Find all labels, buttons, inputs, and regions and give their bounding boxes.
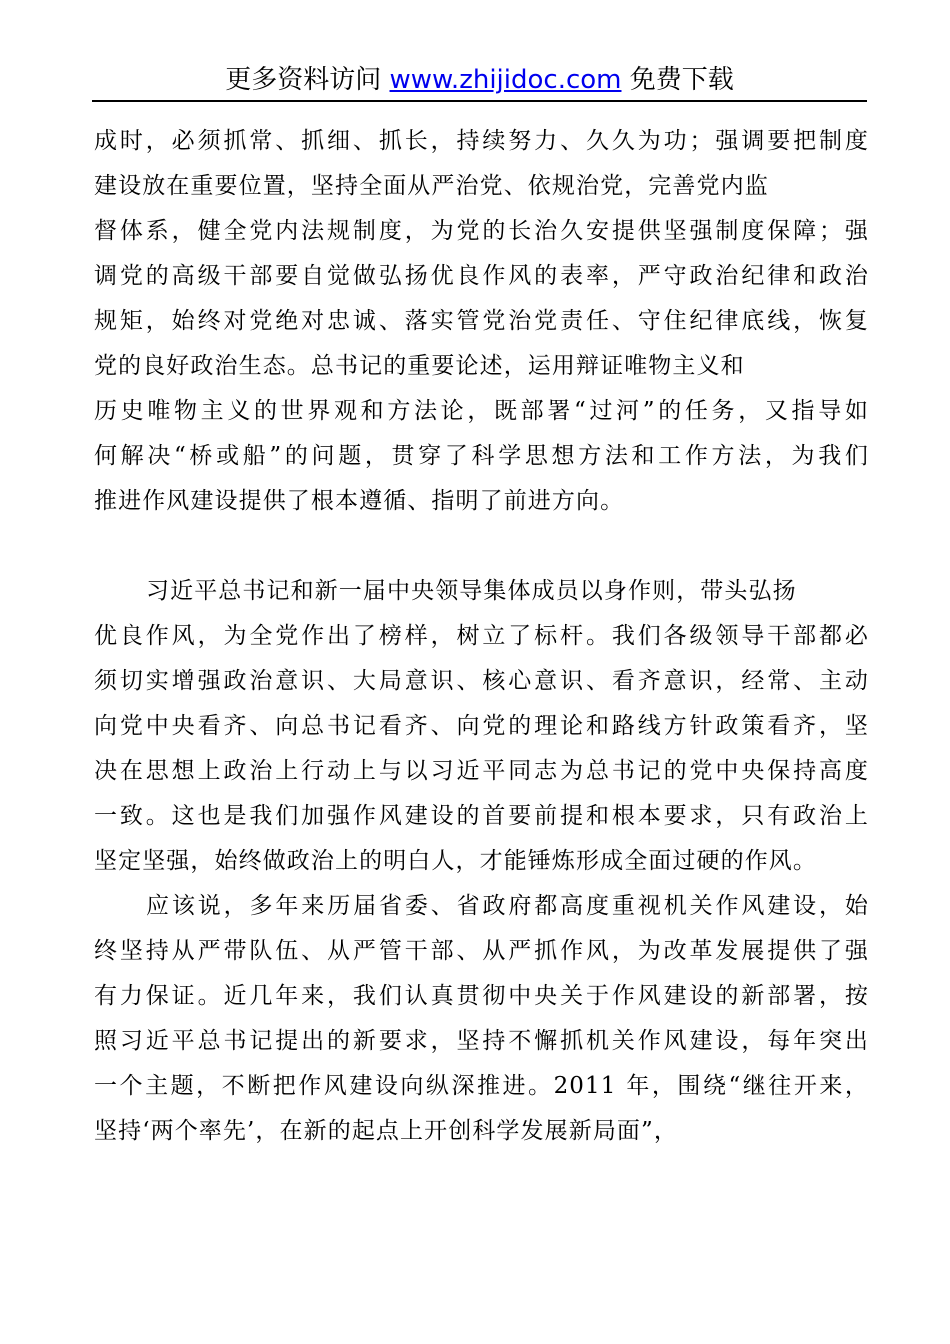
body-line: 终坚持从严带队伍、从严管干部、从严抓作风，为改革发展提供了强 [94, 938, 869, 964]
body-line: 坚持‘两个率先’，在新的起点上开创科学发展新局面”， [94, 1118, 678, 1144]
body-line: 有力保证。近几年来，我们认真贯彻中央关于作风建设的新部署，按 [94, 983, 869, 1009]
body-line: 照习近平总书记提出的新要求，坚持不懈抓机关作风建设，每年突出 [94, 1028, 869, 1054]
body-line: 优良作风，为全党作出了榜样，树立了标杆。我们各级领导干部都必 [94, 623, 869, 649]
body-line: 一个主题，不断把作风建设向纵深推进。2011 年，围绕“继往开来， [94, 1073, 869, 1099]
page-header [92, 60, 867, 100]
body-line: 推进作风建设提供了根本遵循、指明了前进方向。 [94, 488, 625, 514]
body-line: 习近平总书记和新一届中央领导集体成员以身作则，带头弘扬 [146, 578, 797, 604]
body-line: 规矩，始终对党绝对忠诚、落实管党治党责任、守住纪律底线，恢复 [94, 308, 869, 334]
body-line: 何解决“桥或船”的问题，贯穿了科学思想方法和工作方法，为我们 [94, 443, 869, 469]
body-line: 向党中央看齐、向总书记看齐、向党的理论和路线方针政策看齐，坚 [94, 713, 869, 739]
body-line: 决在思想上政治上行动上与以习近平同志为总书记的党中央保持高度 [94, 758, 869, 784]
body-line: 须切实增强政治意识、大局意识、核心意识、看齐意识，经常、主动 [94, 668, 869, 694]
header-divider [92, 100, 867, 102]
website-link[interactable]: www.zhijidoc.com [389, 65, 622, 95]
body-line: 成时，必须抓常、抓细、抓长，持续努力、久久为功；强调要把制度 [94, 128, 869, 154]
body-line: 应该说，多年来历届省委、省政府都高度重视机关作风建设，始 [146, 893, 869, 919]
body-line: 党的良好政治生态。总书记的重要论述，运用辩证唯物主义和 [94, 353, 745, 379]
body-line: 调党的高级干部要自觉做弘扬优良作风的表率，严守政治纪律和政治 [94, 263, 869, 289]
body-line: 建设放在重要位置，坚持全面从严治党、依规治党，完善党内监 [94, 173, 769, 199]
header-suffix: 免费下载 [621, 65, 734, 95]
body-line: 坚定坚强，始终做政治上的明白人，才能锤炼形成全面过硬的作风。 [94, 848, 817, 874]
header-prefix: 更多资料访问 [225, 65, 390, 95]
body-line: 督体系，健全党内法规制度，为党的长治久安提供坚强制度保障；强 [94, 218, 869, 244]
body-line: 一致。这也是我们加强作风建设的首要前提和根本要求，只有政治上 [94, 803, 869, 829]
body-line: 历史唯物主义的世界观和方法论，既部署“过河”的任务，又指导如 [94, 398, 869, 424]
